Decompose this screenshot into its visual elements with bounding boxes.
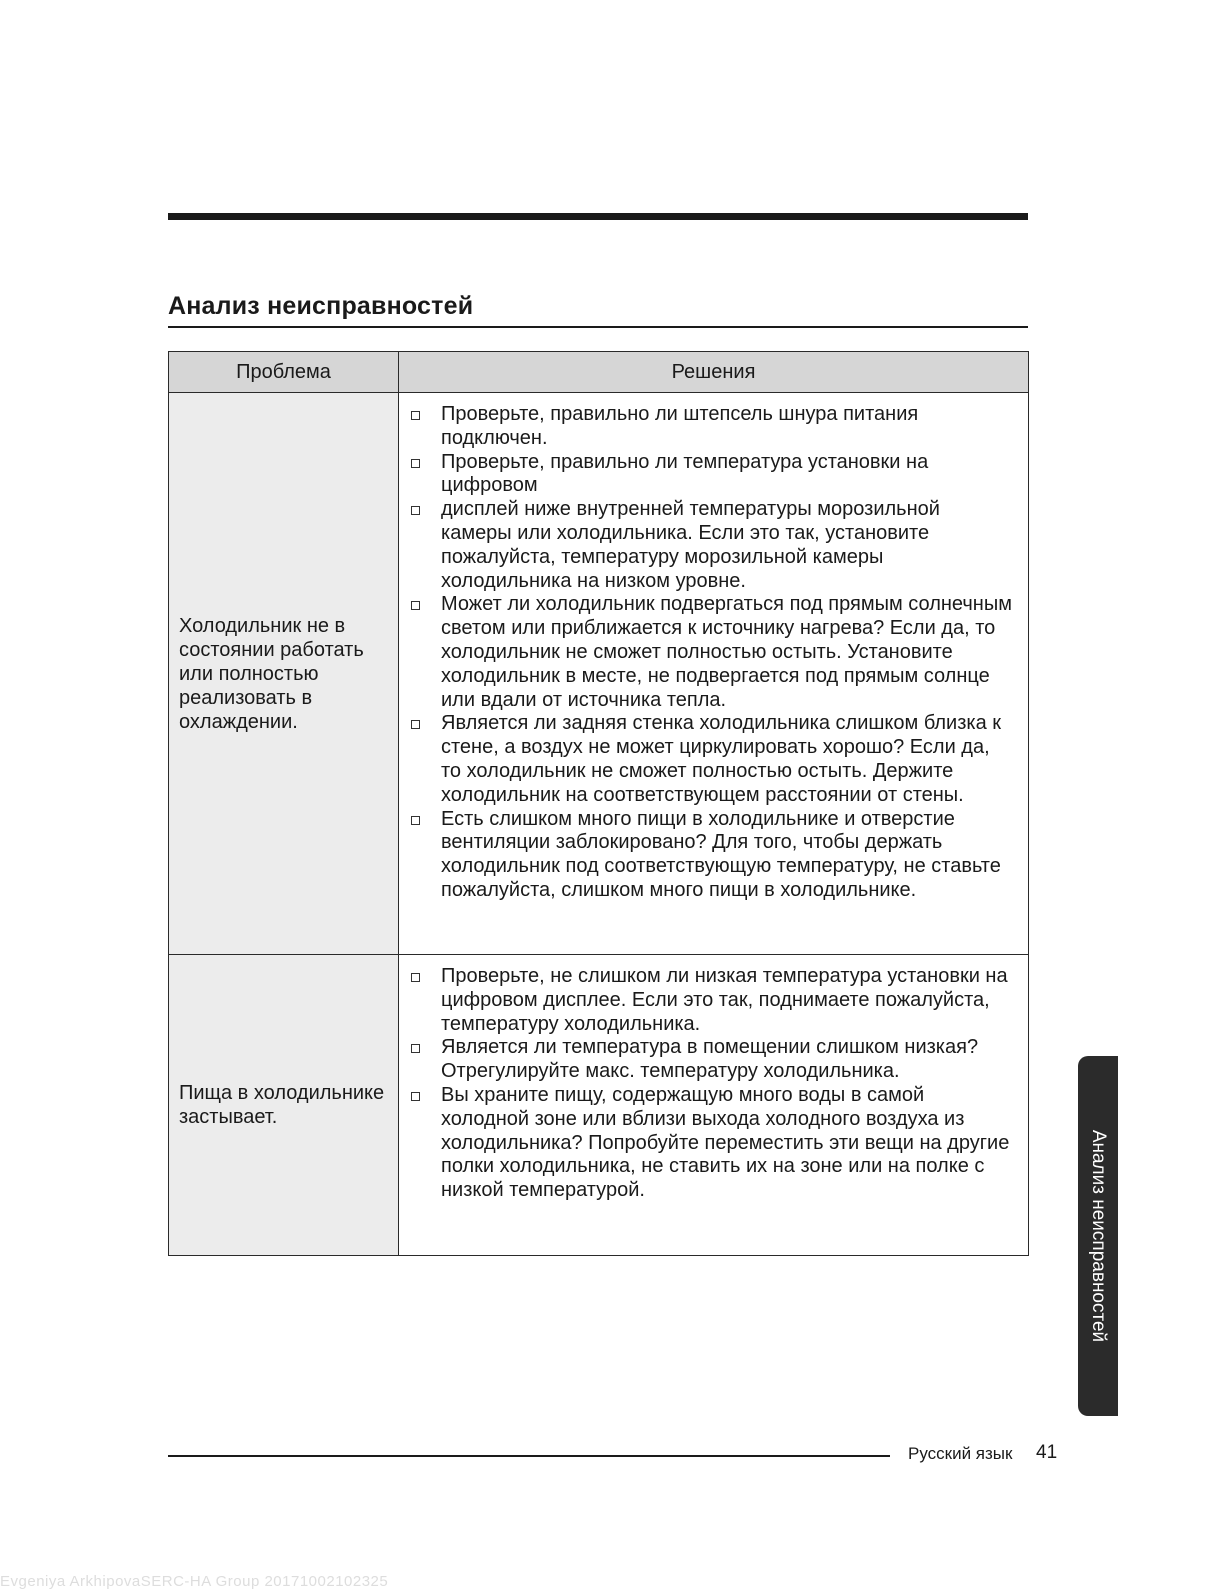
solution-list (411, 965, 1012, 1203)
solution-item (411, 808, 1012, 903)
header-solutions: Решения (399, 352, 1029, 393)
checkbox-bullet-icon (411, 1044, 420, 1053)
solution-text: Вы храните пищу, содержащую много воды в самой холодной зоне или вблизи выхода холодного воздуха из холодильника? Попробуйте переместить эти вещи на другие полки холодильника, не ставить их на зоне или на полке с низкой температурой. (441, 1083, 1010, 1202)
solutions-cell (399, 393, 1029, 955)
problem-cell: Холодильник не в состоянии работать или полностью реализовать в охлаждении. (169, 393, 399, 955)
page-title: Анализ неисправностей (168, 292, 1028, 328)
solution-text: Проверьте, правильно ли штепсель шнура питания подключен. (441, 403, 919, 449)
solution-item (411, 403, 1012, 451)
solution-text: Может ли холодильник подвергаться под прямым солнечным светом или приближается к источнику нагрева? Если да, то холодильник не сможет полностью остыть. Установите холодильник в месте, не подвергается под прямым солнце или вдали от источника тепла. (441, 593, 1012, 711)
print-stamp: Evgeniya ArkhipovaSERC-HA Group 20171002102325 (0, 1573, 389, 1590)
solution-text: Является ли задняя стенка холодильника слишком близка к стене, а воздух не может циркулировать хорошо? Если да, то холодильник не сможет полностью остыть. Держите холодильник на соответствующем расстоянии от стены. (441, 712, 1002, 806)
top-rule (168, 213, 1028, 220)
header-problem: Проблема (169, 352, 399, 393)
checkbox-bullet-icon (411, 601, 420, 610)
solution-text: Проверьте, правильно ли температура установки на цифровом (441, 450, 929, 497)
checkbox-bullet-icon (411, 973, 420, 982)
solution-item (411, 1036, 1012, 1084)
solutions-cell (399, 955, 1029, 1256)
table-row (169, 393, 1029, 955)
side-tab-label: Анализ неисправностей (1088, 1129, 1109, 1343)
footer-rule (168, 1455, 890, 1457)
solution-item (411, 1084, 1012, 1203)
checkbox-bullet-icon (411, 1092, 420, 1101)
solution-list (411, 403, 1012, 903)
table-header-row (169, 352, 1029, 393)
solution-item (411, 498, 1012, 593)
troubleshooting-table (168, 351, 1029, 1256)
solution-text: Проверьте, не слишком ли низкая температура установки на цифровом дисплее. Если это так, поднимаете пожалуйста, температуру холодильника. (441, 965, 1008, 1035)
solution-item (411, 593, 1012, 712)
checkbox-bullet-icon (411, 720, 420, 729)
checkbox-bullet-icon (411, 459, 420, 468)
side-section-tab (1078, 1056, 1118, 1416)
solution-text: дисплей ниже внутренней температуры морозильной камеры или холодильника. Если это так, установите пожалуйста, температуру морозильной камеры холодильника на низком уровне. (441, 498, 940, 592)
solution-item (411, 451, 1012, 499)
page-number: 41 (1036, 1442, 1058, 1463)
solution-item (411, 712, 1012, 807)
checkbox-bullet-icon (411, 816, 420, 825)
footer-language: Русский язык (908, 1444, 1013, 1463)
table-row (169, 955, 1029, 1256)
solution-text: Является ли температура в помещении слишком низкая? Отрегулируйте макс. температуру холодильника. (441, 1036, 979, 1083)
solution-text: Есть слишком много пищи в холодильнике и отверстие вентиляции заблокировано? Для того, чтобы держать холодильник под соответствующую температуру, не ставьте пожалуйста, слишком много пищи в холодильнике. (441, 807, 1001, 901)
checkbox-bullet-icon (411, 506, 420, 515)
checkbox-bullet-icon (411, 411, 420, 420)
solution-item (411, 965, 1012, 1036)
problem-cell: Пища в холодильнике застывает. (169, 955, 399, 1256)
